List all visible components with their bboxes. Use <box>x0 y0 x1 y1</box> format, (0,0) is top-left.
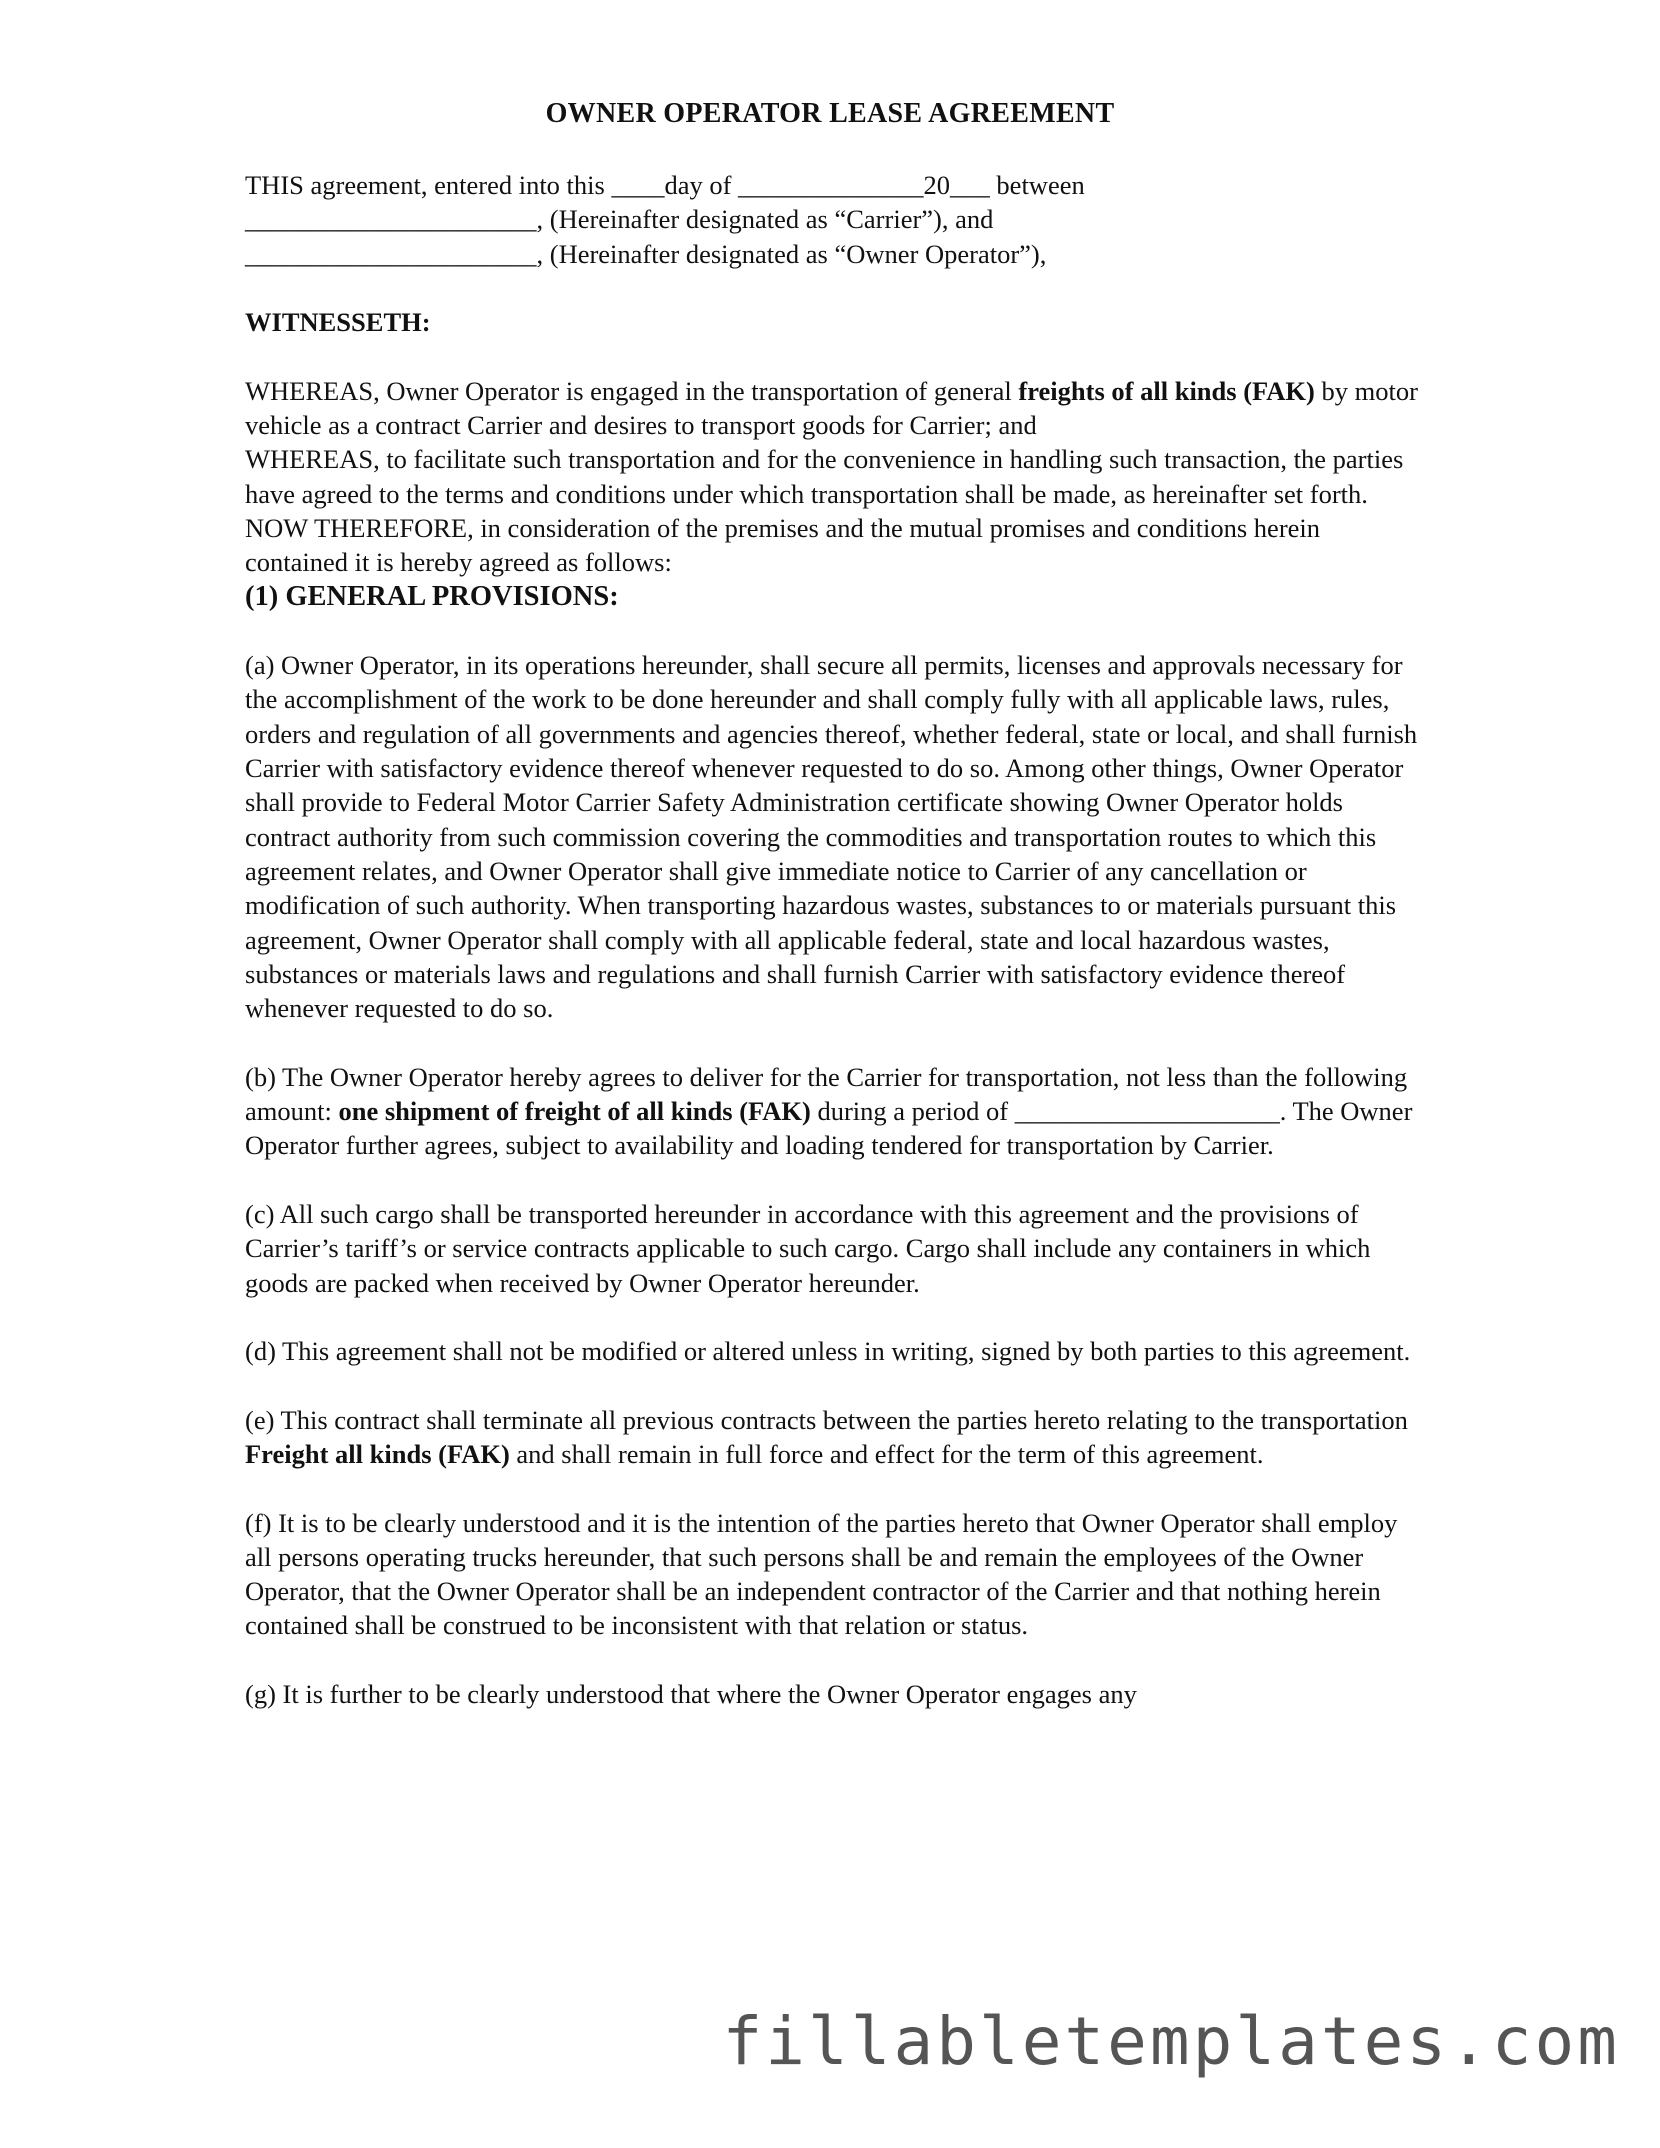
watermark-text: fillabletemplates.com <box>722 2003 1620 2080</box>
clause-b-text-a: (b) The Owner Operator hereby agrees to deliver for the Carrier for transportation, not less than the following amount: <box>245 1061 1408 1127</box>
clause-b <box>245 1060 1425 1163</box>
clause-g: (g) It is further to be clearly understood that where the Owner Operator engages any <box>245 1679 1137 1710</box>
intro-line-2: ______________________, (Hereinafter designated as “Carrier”), and <box>245 204 994 235</box>
clause-e-text-a: (e) This contract shall terminate all previous contracts between the parties hereto relating to the transportation <box>245 1404 1408 1435</box>
witnesseth-heading: WITNESSETH: <box>245 307 431 338</box>
clause-c: (c) All such cargo shall be transported hereunder in accordance with this agreement and the provisions of Carrier’s tariff’s or service contracts applicable to such cargo. Cargo shall include any containers in which goods are packed when received by Owner Operator hereunder. <box>245 1198 1371 1298</box>
clause-b-text-b: during a period of ____________________. The Owner Operator further agrees, subject to availability and loading tendered for transportation by Carrier. <box>245 1096 1413 1161</box>
clause-e-bold: Freight all kinds (FAK) <box>245 1438 510 1469</box>
document-title: OWNER OPERATOR LEASE AGREEMENT <box>545 98 1115 129</box>
whereas-1-text-b: by motor vehicle as a contract Carrier and desires to transport goods for Carrier; and <box>245 375 1418 441</box>
clause-e-text-b: and shall remain in full force and effect for the term of this agreement. <box>509 1438 1264 1469</box>
clause-f: (f) It is to be clearly understood and it is the intention of the parties hereto that Owner Operator shall employ all persons operating trucks hereunder, that such persons shall be and remain the employees of the Owner Operator, that the Owner Operator shall be an independent contractor of the Carrier and that nothing herein contained shall be construed to be inconsistent with that relation or status. <box>245 1507 1398 1641</box>
clause-d: (d) This agreement shall not be modified or altered unless in writing, signed by both parties to this agreement. <box>245 1336 1411 1367</box>
intro-line-1: THIS agreement, entered into this ____day of ______________20___ between <box>245 170 1085 200</box>
whereas-paragraph-2: WHEREAS, to facilitate such transportation and for the convenience in handling such transaction, the parties have agreed to the terms and conditions under which transportation shall be made, as hereinafter set forth. <box>245 444 1404 509</box>
document-body <box>245 168 1425 1711</box>
now-therefore-paragraph: NOW THEREFORE, in consideration of the premises and the mutual promises and conditions herein contained it is hereby agreed as follows: <box>245 512 1321 578</box>
clause-b-bold: one shipment of freight of all kinds (FAK) <box>338 1096 811 1127</box>
clause-a: (a) Owner Operator, in its operations hereunder, shall secure all permits, licenses and approvals necessary for the accomplishment of the work to be done hereunder and shall comply fully with all applicable laws, rules, orders and regulation of all governments and agencies thereof, whether federal, state or local, and shall furnish Carrier with satisfactory evidence thereof whenever requested to do so. Among other things, Owner Operator shall provide to Federal Motor Carrier Safety Administration certificate showing Owner Operator holds contract authority from such commission covering the commodities and transportation routes to which this agreement relates, and Owner Operator shall give immediate notice to Carrier of any cancellation or modification of such authority. When transporting hazardous wastes, substances to or materials pursuant this agreement, Owner Operator shall comply with all applicable federal, state and local hazardous wastes, substances or materials laws and regulations and shall furnish Carrier with satisfactory evidence thereof whenever requested to do so. <box>245 650 1418 1024</box>
whereas-1-text-a: WHEREAS, Owner Operator is engaged in the transportation of general <box>245 375 1019 406</box>
section-1-heading: (1) GENERAL PROVISIONS: <box>245 580 619 612</box>
whereas-1-bold: freights of all kinds (FAK) <box>1018 375 1315 406</box>
intro-line-3: ______________________, (Hereinafter designated as “Owner Operator”), <box>245 238 1047 269</box>
clause-e <box>245 1403 1425 1472</box>
whereas-paragraph-1 <box>245 374 1425 443</box>
